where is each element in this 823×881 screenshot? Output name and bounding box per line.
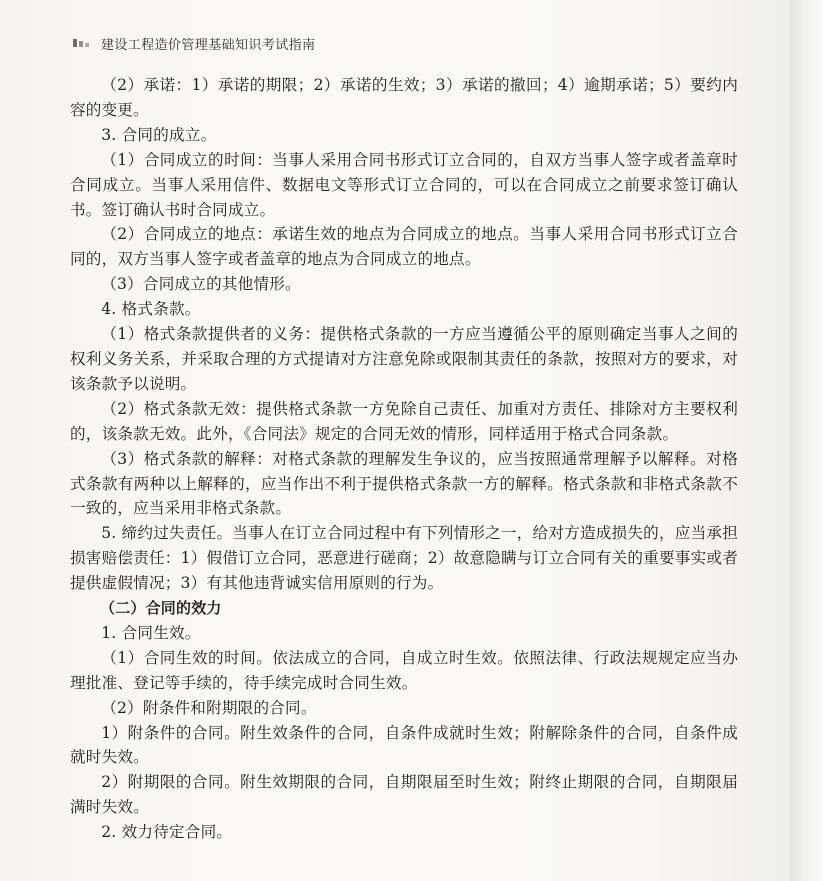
paragraph-formation-place: （2）合同成立的地点：承诺生效的地点为合同成立的地点。当事人采用合同书形式订立合同的，双方当事人签字或者盖章的地点为合同成立的地点。 bbox=[70, 225, 738, 269]
heading-contract-formation: 3. 合同的成立。 bbox=[101, 125, 217, 144]
heading-standard-terms: 4. 格式条款。 bbox=[101, 300, 201, 319]
paragraph-acceptance: （2）承诺：1）承诺的期限；2）承诺的生效；3）承诺的撤回；4）逾期承诺；5）要约内容的变更。 bbox=[70, 76, 738, 119]
paragraph-condition-contract: 1）附条件的合同。附生效条件的合同，自条件成就时生效；附解除条件的合同，自条件成就时失效。 bbox=[70, 723, 738, 767]
paragraph-term-contract: 2）附期限的合同。附生效期限的合同，自期限届至时生效；附终止期限的合同，自期限届满时失效。 bbox=[70, 773, 738, 817]
paragraph-formation-other: （3）合同成立的其他情形。 bbox=[101, 275, 301, 294]
paragraph-conditional-contracts: （2）附条件和附期限的合同。 bbox=[101, 698, 317, 717]
running-header bbox=[73, 34, 315, 52]
paragraph-standard-terms-invalid: （2）格式条款无效：提供格式条款一方免除自己责任、加重对方责任、排除对方主要权利的，该条款无效。此外，《合同法》规定的合同无效的情形，同样适用于格式合同条款。 bbox=[70, 399, 738, 443]
paragraph-standard-terms-interpretation: （3）格式条款的解释：对格式条款的理解发生争议的，应当按照通常理解予以解释。对格式条款有两种以上解释的，应当作出不利于提供格式条款一方的解释。格式条款和非格式条款不一致的，应当采用非格式条款。 bbox=[70, 449, 738, 518]
page-edge bbox=[790, 0, 823, 881]
heading-pending-effect-contract: 2. 效力待定合同。 bbox=[101, 823, 233, 842]
body-text bbox=[70, 73, 738, 845]
paragraph-precontract-liability: 5. 缔约过失责任。当事人在订立合同过程中有下列情形之一，给对方造成损失的，应当承担损害赔偿责任：1）假借订立合同，恶意进行磋商；2）故意隐瞒与订立合同有关的重要事实或者提供虚假情况；3）有其他违背诚实信用原则的行为。 bbox=[70, 524, 738, 593]
section-heading-contract-effect: （二）合同的效力 bbox=[100, 599, 222, 618]
bar-steps-icon bbox=[73, 37, 91, 49]
paragraph-standard-terms-duty: （1）格式条款提供者的义务：提供格式条款的一方应当遵循公平的原则确定当事人之间的权利义务关系，并采取合理的方式提请对方注意免除或限制其责任的条款，按照对方的要求，对该条款予以说明。 bbox=[70, 325, 738, 393]
paragraph-formation-time: （1）合同成立的时间：当事人采用合同书形式订立合同的，自双方当事人签字或者盖章时合同成立。当事人采用信件、数据电文等形式订立合同的，可以在合同成立之前要求签订确认书。签订确认书时合同成立。 bbox=[70, 150, 738, 219]
heading-contract-effective: 1. 合同生效。 bbox=[101, 623, 201, 642]
header-title: 建设工程造价管理基础知识考试指南 bbox=[101, 37, 316, 53]
paragraph-effective-time: （1）合同生效的时间。依法成立的合同，自成立时生效。依照法律、行政法规规定应当办理批准、登记等手续的，待手续完成时合同生效。 bbox=[70, 648, 738, 692]
